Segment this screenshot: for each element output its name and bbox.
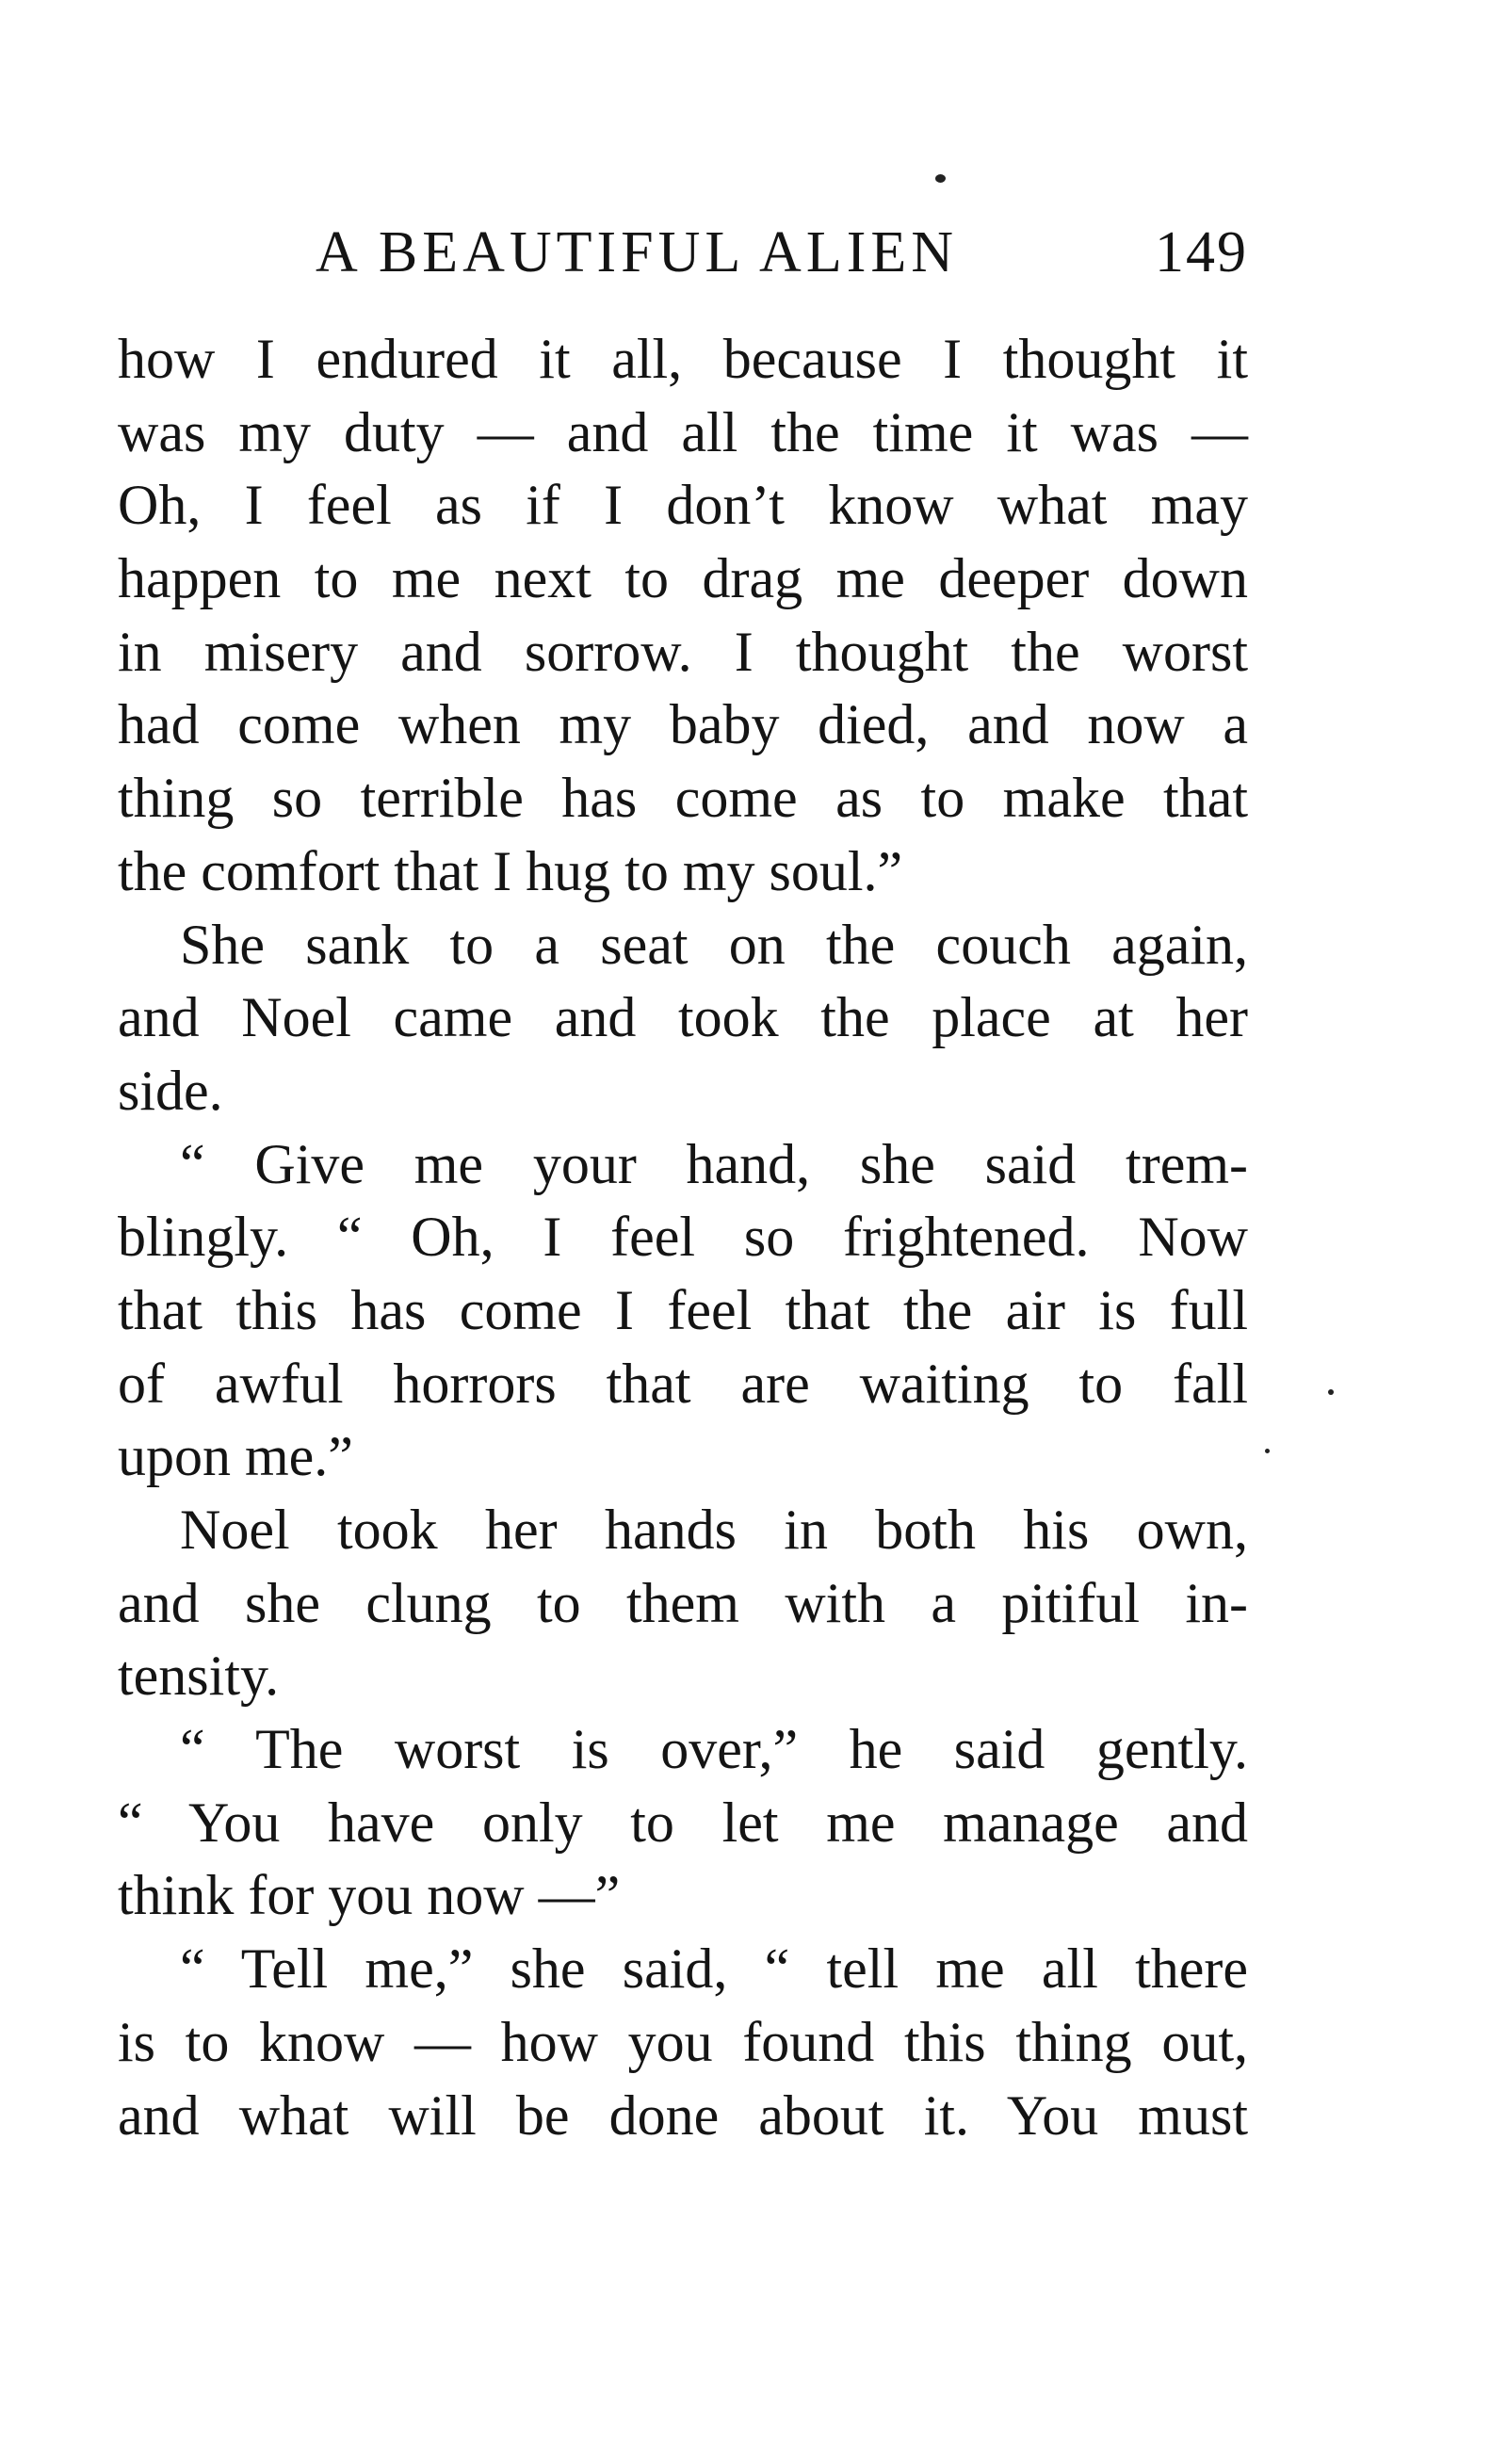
ink-speck [1265, 1449, 1270, 1453]
text-line: and she clung to them with a pitiful in- [118, 1571, 1248, 1634]
text-line: think for you now —” [118, 1864, 621, 1927]
text-line: had come when my baby died, and now a [118, 693, 1248, 756]
ink-speck [1328, 1389, 1334, 1395]
paragraph-start: Noel took her hands in both his own, [180, 1499, 1248, 1561]
paragraph-start: “ Give me your hand, she said trem- [180, 1132, 1248, 1195]
paragraph-start: “ Tell me,” she said, “ tell me all there [180, 1937, 1248, 2001]
text-line: that this has come I feel that the air is full [118, 1278, 1248, 1341]
text-line: is to know — how you found this thing out, [118, 2010, 1248, 2073]
text-line: was my duty — and all the time it was — [118, 400, 1248, 463]
text-line: the comfort that I hug to my soul.” [118, 839, 903, 902]
page-header [118, 215, 1248, 290]
text-line: and what will be done about it. You must [118, 2083, 1248, 2147]
running-head: A BEAUTIFUL ALIEN [316, 220, 958, 284]
text-line: happen to me next to drag me deeper down [118, 547, 1248, 610]
paragraph-start: She sank to a seat on the couch again, [180, 913, 1248, 976]
text-line: in misery and sorrow. I thought the worst [118, 620, 1248, 683]
text-line: how I endured it all, because I thought it [118, 328, 1248, 390]
paragraph-start: “ The worst is over,” he said gently. [180, 1718, 1248, 1781]
text-line: side. [118, 1059, 223, 1122]
text-line: of awful horrors that are waiting to fall [118, 1352, 1248, 1415]
text-line: thing so terrible has come as to make that [118, 767, 1248, 830]
text-line: blingly. “ Oh, I feel so frightened. Now [118, 1206, 1248, 1269]
text-line: “ You have only to let me manage and [118, 1791, 1248, 1854]
text-line: Oh, I feel as if I don’t know what may [118, 474, 1248, 537]
text-line: upon me.” [118, 1425, 353, 1488]
body-text [118, 323, 1248, 2152]
ink-speck [935, 174, 946, 183]
text-line: tensity. [118, 1645, 280, 1708]
page-number: 149 [1155, 220, 1248, 284]
text-line: and Noel came and took the place at her [118, 986, 1248, 1049]
